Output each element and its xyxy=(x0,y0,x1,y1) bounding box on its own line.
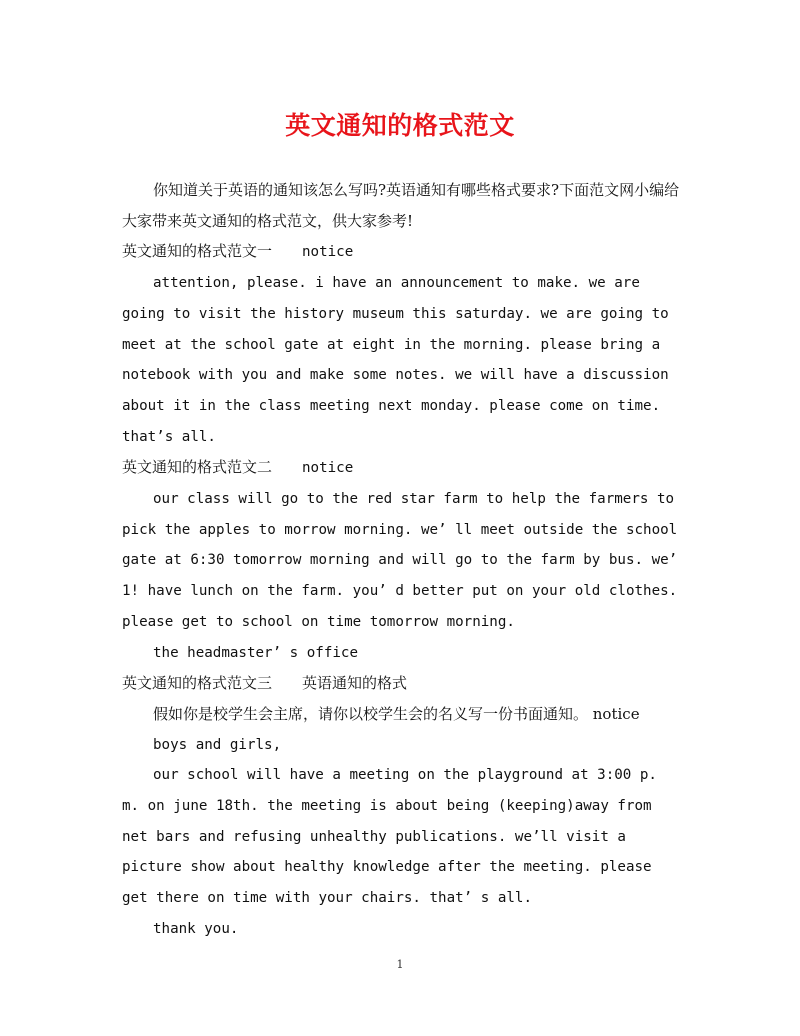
section-heading-label: 英文通知的格式范文三 xyxy=(122,674,273,693)
section-heading-1 xyxy=(122,236,682,268)
document-title: 英文通知的格式范文 xyxy=(285,111,515,140)
page-number: 1 xyxy=(396,958,404,971)
section-heading-note: 英语通知的格式 xyxy=(302,674,408,693)
section-heading-3 xyxy=(122,668,682,699)
section-3-paragraph-body: our school will have a meeting on the playground at 3:00 p. m. on june 18th. the meeting is about being (keeping)away from net bars and refusing unhealthy publications. we’ll visit a picture show about healthy knowledge after the meeting. please get there on time with your chairs. that’ s all. xyxy=(122,767,657,907)
section-heading-note: notice xyxy=(302,460,354,477)
section-3-prompt: 假如你是校学生会主席，请你以校学生会的名义写一份书面通知。 notice xyxy=(153,704,640,723)
section-heading-2 xyxy=(122,452,682,484)
document-body xyxy=(122,175,682,945)
section-2-signature: the headmaster’ s office xyxy=(153,644,358,661)
section-heading-note: notice xyxy=(302,244,354,261)
section-heading-label: 英文通知的格式范文二 xyxy=(122,458,273,477)
section-2-paragraph-1: our class will go to the red star farm to help the farmers to pick the apples to morrow morning. we’ ll meet outside the school gate at 6:30 tomorrow morning and will go to the farm by bus. we’ 1! have lunch on the farm. you’ d better put on your old clothes. please get to school on time tomorrow morning. xyxy=(122,491,678,630)
section-3-greeting: boys and girls, xyxy=(153,736,282,753)
section-1-paragraph-1: attention, please. i have an announcement to make. we are going to visit the history museum this saturday. we are going to meet at the school gate at eight in the morning. please bring a notebook with you and make some notes. we will have a discussion about it in the class meeting next monday. please come on time. that’s all. xyxy=(122,275,669,445)
section-heading-label: 英文通知的格式范文一 xyxy=(122,242,273,261)
section-3-closing: thank you. xyxy=(153,920,239,937)
intro-paragraph: 你知道关于英语的通知该怎么写吗?英语通知有哪些格式要求?下面范文网小编给大家带来英文通知的格式范文，供大家参考! xyxy=(122,181,680,230)
